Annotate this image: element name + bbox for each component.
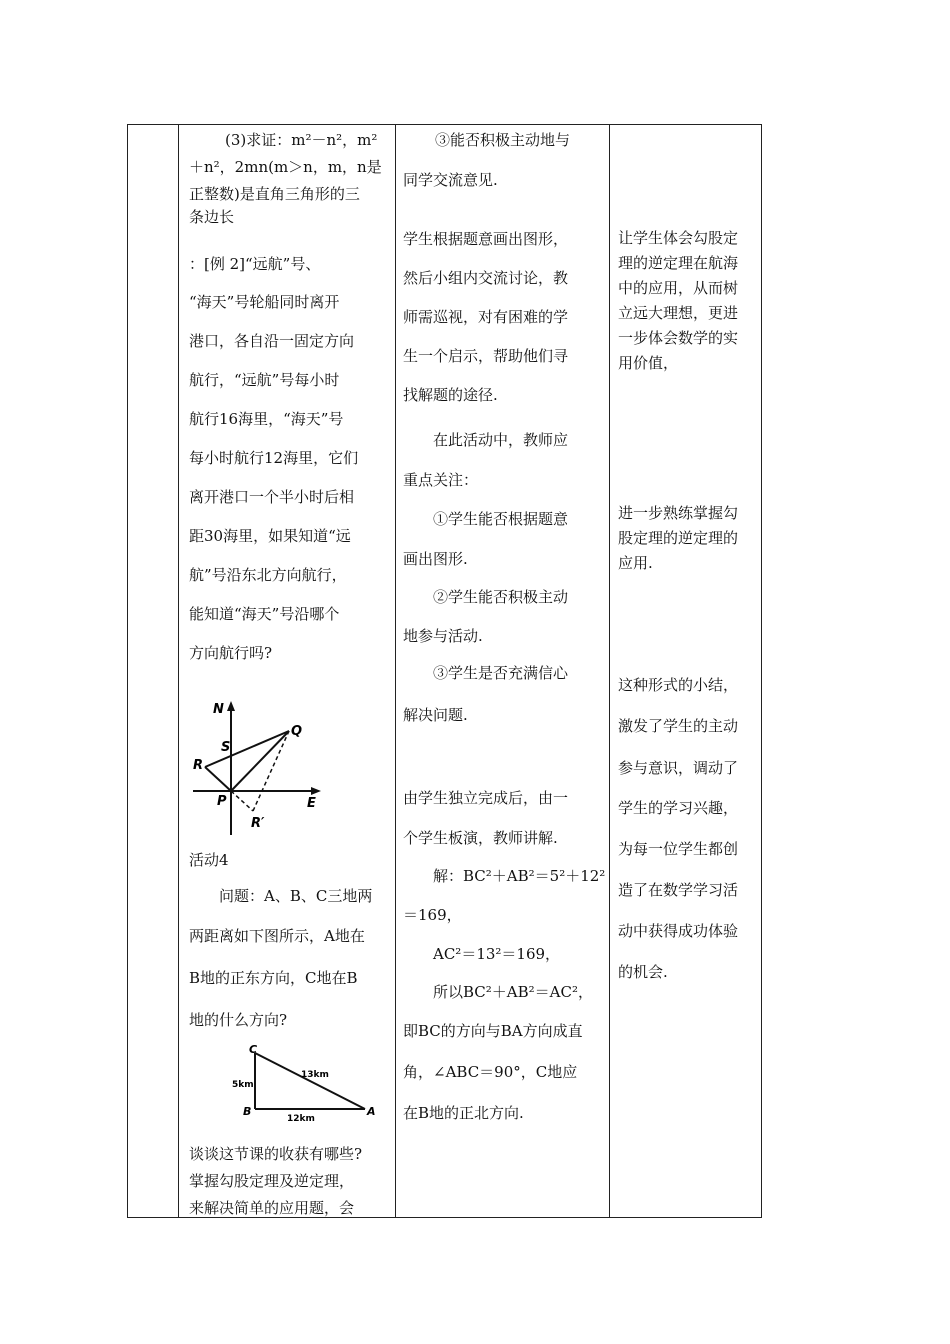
col3-solve-line-1: 由学生独立完成后，由一 — [403, 789, 569, 807]
example2-line-2: “海天”号轮船同时离开 — [189, 293, 340, 311]
example2-line-9: 航”号沿东北方向航行， — [189, 566, 347, 584]
label-r-prime: R′ — [251, 816, 265, 831]
q3-line-2: ＋n²，2mn(m＞n，m，n是 — [189, 158, 382, 176]
activity4-line-1: 问题：A、B、C三地两 — [219, 887, 373, 905]
lesson-table — [127, 124, 762, 1218]
col3-mid-line-4: 生一个启示，帮助他们寻 — [403, 347, 569, 365]
col3-focus-line-3: ①学生能否根据题意 — [433, 510, 569, 528]
example2-line-8: 距30海里，如果知道“远 — [189, 527, 351, 545]
navigation-figure — [189, 699, 329, 839]
intent2-line-2: 股定理的逆定理的 — [618, 529, 739, 547]
example2-line-10: 能知道“海天”号沿哪个 — [189, 605, 340, 623]
conclusion-line-2: 角，∠ABC＝90°，C地应 — [403, 1063, 578, 1081]
intent1-line-6: 用价值， — [618, 354, 679, 372]
q3-line-1: (3)求证：m²－n²，m² — [225, 131, 378, 149]
label-s: S — [221, 740, 231, 755]
example2-line-6: 每小时航行12海里，它们 — [189, 449, 359, 467]
intent3-line-6: 造了在数学学习活 — [618, 881, 739, 899]
col3-focus-line-1: 在此活动中，教师应 — [433, 431, 569, 449]
math-line-2: ＝169， — [403, 906, 462, 924]
conclusion-line-3: 在B地的正北方向. — [403, 1104, 524, 1122]
q3-line-4: 条边长 — [189, 208, 235, 226]
side-ca: 13km — [301, 1070, 329, 1080]
conclusion-line-1: 即BC的方向与BA方向成直 — [403, 1022, 583, 1040]
intent3-line-3: 参与意识，调动了 — [618, 759, 739, 777]
intent1-line-3: 中的应用，从而树 — [618, 279, 739, 297]
label-b: B — [243, 1105, 252, 1118]
activity4-title: 活动4 — [189, 851, 229, 869]
col3-focus-line-4: 画出图形. — [403, 550, 468, 568]
side-ba: 12km — [287, 1114, 315, 1123]
side-cb: 5km — [232, 1080, 254, 1090]
intent2-line-1: 进一步熟练掌握勾 — [618, 504, 739, 522]
summary-line-1: 谈谈这节课的收获有哪些? — [189, 1145, 363, 1163]
example2-line-4: 航行，“远航”号每小时 — [189, 371, 340, 389]
math-line-4: 所以BC²＋AB²＝AC²， — [433, 983, 593, 1001]
math-line-3: AC²＝13²＝169， — [433, 945, 561, 963]
intent3-line-8: 的机会. — [618, 963, 668, 981]
column-student-activity — [396, 125, 610, 1217]
triangle-figure — [225, 1043, 385, 1123]
col3-mid-line-1: 学生根据题意画出图形， — [403, 230, 569, 248]
label-q: Q — [291, 724, 303, 739]
intent3-line-1: 这种形式的小结， — [618, 676, 739, 694]
example2-line-7: 离开港口一个半小时后相 — [189, 488, 355, 506]
col3-focus-line-6: 地参与活动. — [403, 627, 483, 645]
col3-solve-line-2: 个学生板演，教师讲解. — [403, 829, 558, 847]
math-line-1: 解：BC²＋AB²＝5²＋12² — [433, 867, 606, 885]
example2-line-1: ：[例 2]“远航”号、 — [189, 255, 321, 273]
column-content — [179, 125, 396, 1217]
col3-mid-line-2: 然后小组内交流讨论，教 — [403, 269, 569, 287]
intent3-line-2: 激发了学生的主动 — [618, 717, 739, 735]
col3-top-line-2: 同学交流意见. — [403, 171, 498, 189]
intent1-line-5: 一步体会数学的实 — [618, 329, 739, 347]
example2-line-5: 航行16海里，“海天”号 — [189, 410, 344, 428]
col3-focus-line-2: 重点关注： — [403, 471, 479, 489]
intent3-line-4: 学生的学习兴趣， — [618, 799, 739, 817]
example2-line-3: 港口，各自沿一固定方向 — [189, 332, 355, 350]
activity4-line-2: 两距离如下图所示，A地在 — [189, 927, 365, 945]
intent1-line-4: 立远大理想，更进 — [618, 304, 739, 322]
summary-line-2: 掌握勾股定理及逆定理， — [189, 1172, 355, 1190]
col3-mid-line-5: 找解题的途径. — [403, 386, 498, 404]
col3-focus-line-8: 解决问题. — [403, 706, 468, 724]
label-n: N — [213, 702, 224, 717]
summary-line-3: 来解决简单的应用题，会 — [189, 1199, 355, 1217]
label-r: R — [193, 758, 204, 773]
intent1-line-1: 让学生体会勾股定 — [618, 229, 739, 247]
activity4-line-3: B地的正东方向，C地在B — [189, 969, 358, 987]
label-e: E — [307, 796, 316, 811]
col3-focus-line-7: ③学生是否充满信心 — [433, 664, 569, 682]
label-c: C — [249, 1043, 258, 1056]
intent3-line-5: 为每一位学生都创 — [618, 840, 739, 858]
col3-focus-line-5: ②学生能否积极主动 — [433, 588, 569, 606]
intent2-line-3: 应用. — [618, 554, 653, 572]
intent3-line-7: 动中获得成功体验 — [618, 922, 739, 940]
activity4-line-4: 地的什么方向? — [189, 1011, 288, 1029]
column-design-intent — [610, 125, 763, 1217]
col3-mid-line-3: 师需巡视，对有困难的学 — [403, 308, 569, 326]
intent1-line-2: 理的逆定理在航海 — [618, 254, 739, 272]
label-a: A — [367, 1105, 376, 1118]
col3-top-line-1: ③能否积极主动地与 — [435, 131, 571, 149]
q3-line-3: 正整数)是直角三角形的三 — [189, 185, 360, 203]
example2-line-11: 方向航行吗? — [189, 644, 273, 662]
label-p: P — [217, 794, 227, 809]
column-stage — [128, 125, 179, 1217]
